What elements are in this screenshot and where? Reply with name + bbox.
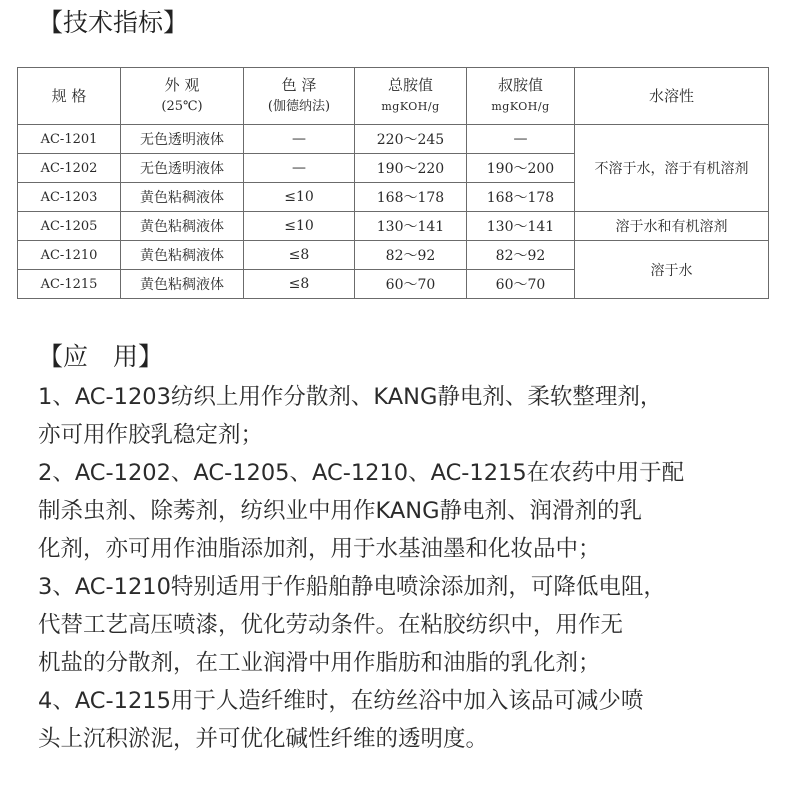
application-line: 4、AC-1215用于人造纤维时，在纺丝浴中加入该品可减少喷 bbox=[38, 688, 644, 714]
header-model: 规 格 bbox=[18, 68, 121, 125]
cell-model: AC-1205 bbox=[18, 212, 121, 241]
application-text bbox=[38, 378, 778, 758]
header-tertiary-amine: 叔胺值 mgKOH/g bbox=[467, 68, 575, 125]
cell-total-amine: 130～141 bbox=[355, 212, 467, 241]
cell-tertiary-amine: 82～92 bbox=[467, 241, 575, 270]
cell-model: AC-1215 bbox=[18, 270, 121, 299]
header-total-amine: 总胺值 mgKOH/g bbox=[355, 68, 467, 125]
application-line: 3、AC-1210特别适用于作船舶静电喷涂添加剂，可降低电阻， bbox=[38, 574, 666, 600]
cell-appearance: 黄色粘稠液体 bbox=[121, 241, 244, 270]
header-solubility: 水溶性 bbox=[575, 68, 769, 125]
cell-tertiary-amine: 130～141 bbox=[467, 212, 575, 241]
tech-spec-title: 【技术指标】 bbox=[38, 8, 189, 37]
cell-color: ≤8 bbox=[244, 241, 355, 270]
cell-total-amine: 168～178 bbox=[355, 183, 467, 212]
cell-solubility: 溶于水和有机溶剂 bbox=[575, 212, 769, 241]
header-color: 色 泽 (伽德纳法) bbox=[244, 68, 355, 125]
cell-color: ≤10 bbox=[244, 183, 355, 212]
cell-tertiary-amine: 60～70 bbox=[467, 270, 575, 299]
cell-tertiary-amine: — bbox=[467, 125, 575, 154]
cell-model: AC-1201 bbox=[18, 125, 121, 154]
spec-table bbox=[17, 67, 769, 299]
application-line: 亦可用作胶乳稳定剂； bbox=[38, 422, 264, 448]
cell-appearance: 黄色粘稠液体 bbox=[121, 212, 244, 241]
table-row bbox=[18, 241, 769, 270]
table-row bbox=[18, 125, 769, 154]
application-line: 1、AC-1203纺织上用作分散剂、KANG静电剂、柔软整理剂， bbox=[38, 384, 663, 410]
cell-total-amine: 60～70 bbox=[355, 270, 467, 299]
cell-tertiary-amine: 168～178 bbox=[467, 183, 575, 212]
cell-color: — bbox=[244, 154, 355, 183]
cell-tertiary-amine: 190～200 bbox=[467, 154, 575, 183]
cell-model: AC-1202 bbox=[18, 154, 121, 183]
cell-appearance: 黄色粘稠液体 bbox=[121, 270, 244, 299]
table-header-row bbox=[18, 68, 769, 125]
cell-color: — bbox=[244, 125, 355, 154]
cell-solubility: 溶于水 bbox=[575, 241, 769, 299]
application-line: 制杀虫剂、除莠剂，纺织业中用作KANG静电剂、润滑剂的乳 bbox=[38, 498, 643, 524]
cell-solubility: 不溶于水，溶于有机溶剂 bbox=[575, 125, 769, 212]
cell-total-amine: 220～245 bbox=[355, 125, 467, 154]
cell-appearance: 黄色粘稠液体 bbox=[121, 183, 244, 212]
application-line: 2、AC-1202、AC-1205、AC-1210、AC-1215在农药中用于配 bbox=[38, 460, 685, 486]
application-line: 机盐的分散剂，在工业润滑中用作脂肪和油脂的乳化剂； bbox=[38, 650, 601, 676]
cell-total-amine: 190～220 bbox=[355, 154, 467, 183]
cell-color: ≤8 bbox=[244, 270, 355, 299]
header-appearance: 外 观 (25℃) bbox=[121, 68, 244, 125]
cell-appearance: 无色透明液体 bbox=[121, 154, 244, 183]
application-line: 化剂，亦可用作油脂添加剂，用于水基油墨和化妆品中； bbox=[38, 536, 601, 562]
application-line: 头上沉积淤泥，并可优化碱性纤维的透明度。 bbox=[38, 726, 489, 752]
cell-model: AC-1203 bbox=[18, 183, 121, 212]
cell-appearance: 无色透明液体 bbox=[121, 125, 244, 154]
cell-model: AC-1210 bbox=[18, 241, 121, 270]
cell-total-amine: 82～92 bbox=[355, 241, 467, 270]
application-line: 代替工艺高压喷漆，优化劳动条件。在粘胶纺织中，用作无 bbox=[38, 612, 624, 638]
application-title: 【应 用】 bbox=[38, 342, 164, 371]
table-row bbox=[18, 212, 769, 241]
cell-color: ≤10 bbox=[244, 212, 355, 241]
